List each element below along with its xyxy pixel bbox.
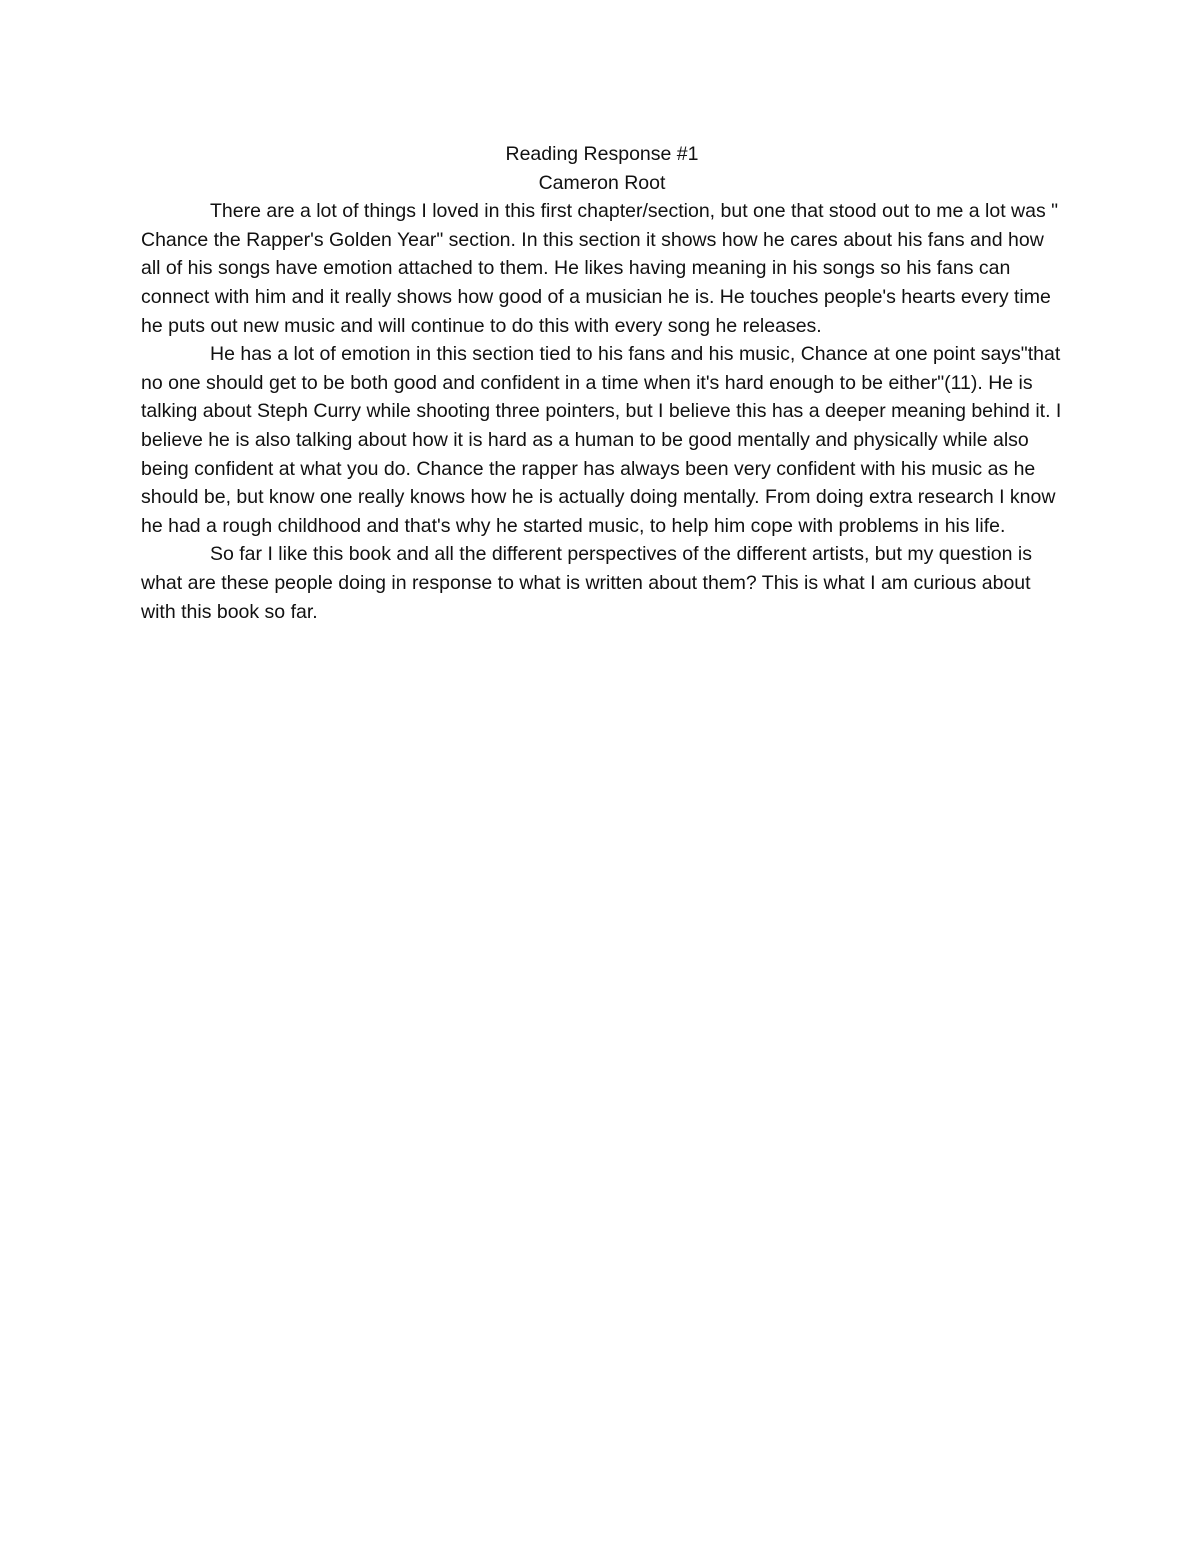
document-title: Reading Response #1 [505, 143, 699, 165]
paragraph-1: There are a lot of things I loved in this first chapter/section, but one that stood out to me a lot was " Chance the Rapper's Golden Year" section. In this section it shows how he cares about his fans and how all of his songs have emotion attached to them. He likes having meaning in his songs so his fans can connect with him and it really shows how good of a musician he is. He touches people's hearts every time he puts out new music and will continue to do this with every song he releases. [141, 200, 1059, 337]
document-body [141, 140, 1063, 626]
paragraph-2: He has a lot of emotion in this section tied to his fans and his music, Chance at one point says"that no one should get to be both good and confident in a time when it's hard enough to be either"(11). He is talking about Steph Curry while shooting three pointers, but I believe this has a deeper meaning behind it. I believe he is also talking about how it is hard as a human to be good mentally and physically while also being confident at what you do. Chance the rapper has always been very confident with his music as he should be, but know one really knows how he is actually doing mentally. From doing extra research I know he had a rough childhood and that's why he started music, to help him cope with problems in his life. [141, 343, 1062, 537]
document-author: Cameron Root [538, 171, 666, 194]
paragraph-3: So far I like this book and all the different perspectives of the different artists, but my question is what are these people doing in response to what is written about them? This is what I am curious about with this book so far. [141, 543, 1032, 623]
